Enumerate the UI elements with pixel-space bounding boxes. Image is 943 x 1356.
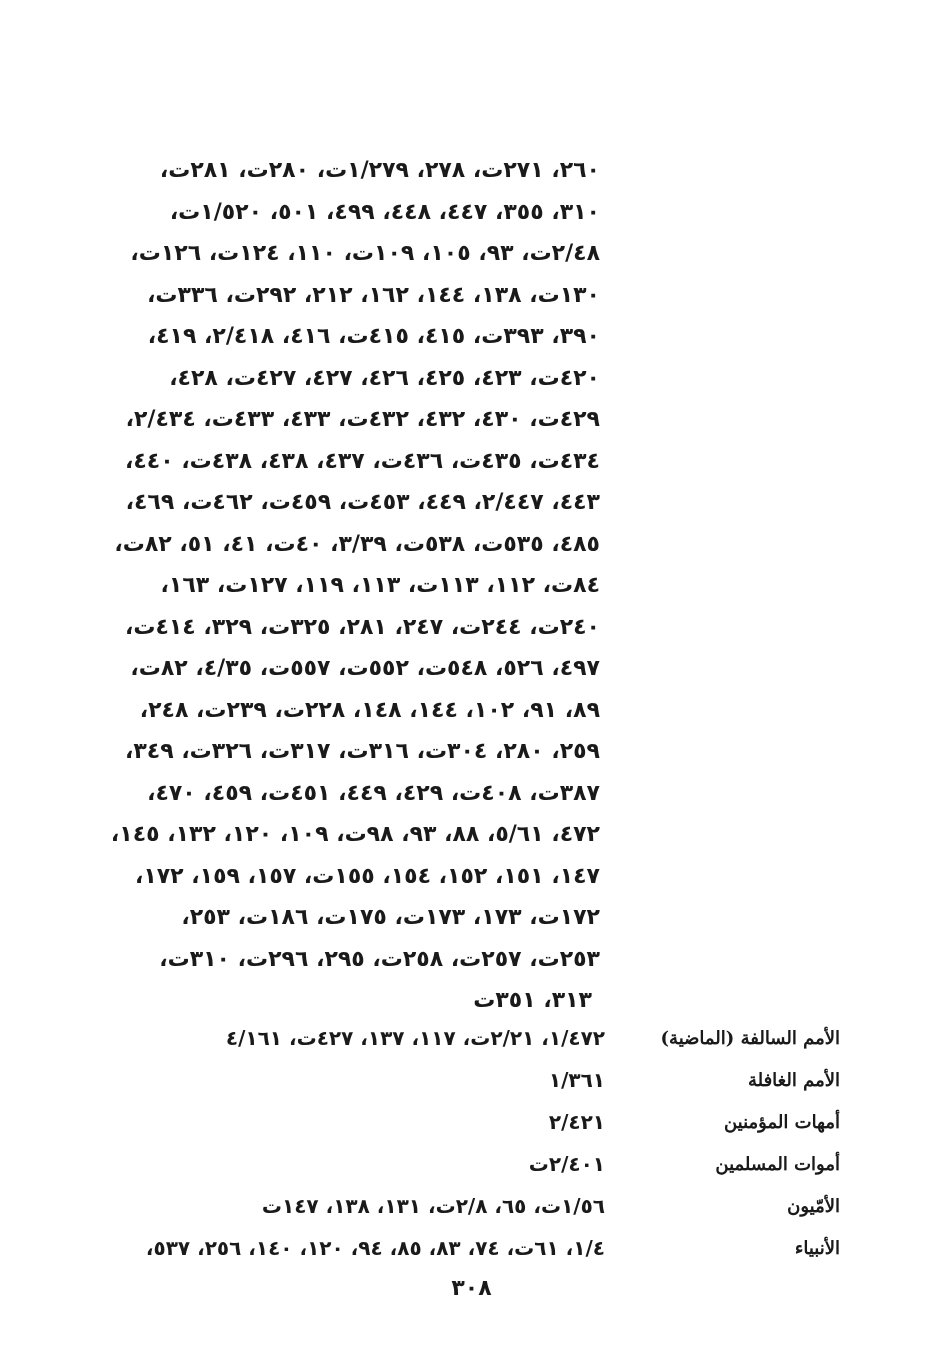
- reference-line: ٨٩، ٩١، ١٠٢، ١٤٤، ١٤٨، ٢٢٨ت، ٢٣٩ت، ٢٤٨،: [139, 697, 600, 723]
- reference-line: ١٤٧، ١٥١، ١٥٢، ١٥٤، ١٥٥ت، ١٥٧، ١٥٩، ١٧٢،: [134, 863, 600, 889]
- reference-line: ٣١٣، ٣٥١ت: [473, 988, 592, 1013]
- reference-line: ٤٨٥، ٥٣٥ت، ٥٣٨ت، ٣/٣٩، ٤٠ت، ٤١، ٥١، ٨٢ت،: [114, 531, 600, 557]
- index-entry: [120, 1106, 840, 1148]
- reference-line: ٣١٠، ٣٥٥، ٤٤٧، ٤٤٨، ٤٩٩، ٥٠١، ١/٥٢٠ت،: [169, 199, 600, 225]
- reference-line: ٣٩٠، ٣٩٣ت، ٤١٥، ٤١٥ت، ٤١٦، ٢/٤١٨، ٤١٩،: [147, 324, 600, 349]
- index-entry: [120, 1148, 840, 1190]
- reference-line: ٢٥٩، ٢٨٠، ٣٠٤ت، ٣١٦ت، ٣١٧ت، ٣٢٦ت، ٣٤٩،: [125, 739, 600, 764]
- index-term: أموات المسلمين: [715, 1154, 840, 1175]
- index-page-refs: ١/٤، ٦١ت، ٧٤، ٨٣، ٨٥، ٩٤، ١٢٠، ١٤٠، ٢٥٦، ٥٣٧،: [145, 1236, 605, 1260]
- index-page-refs: ١/٣٦١: [548, 1068, 605, 1092]
- index-entries: [120, 1022, 840, 1274]
- index-term: أمهات المؤمنين: [723, 1112, 840, 1133]
- index-entry: [120, 1022, 840, 1064]
- index-entry: [120, 1232, 840, 1274]
- index-term: الأمّيون: [787, 1196, 840, 1217]
- reference-line: ١٣٠ت، ١٣٨، ١٤٤، ١٦٢، ٢١٢، ٢٩٢ت، ٣٣٦ت،: [147, 282, 600, 308]
- reference-line: ١٧٢ت، ١٧٣، ١٧٣ت، ١٧٥ت، ١٨٦ت، ٢٥٣،: [181, 905, 600, 930]
- reference-line: ٣٨٧ت، ٤٠٨ت، ٤٢٩، ٤٤٩، ٤٥١ت، ٤٥٩، ٤٧٠،: [147, 780, 600, 806]
- reference-line: ٨٤ت، ١١٢، ١١٣ت، ١١٣، ١١٩، ١٢٧ت، ١٦٣،: [160, 573, 600, 598]
- reference-line: ٤٧٢، ٥/٦١، ٨٨، ٩٣، ٩٨ت، ١٠٩، ١٢٠، ١٣٢، ١٤٥،: [110, 822, 600, 847]
- index-page-refs: ٢/٤٠١ت: [528, 1152, 605, 1176]
- index-page-refs: ١/٥٦ت، ٦٥، ٢/٨ت، ١٣١، ١٣٨، ١٤٧ت: [261, 1194, 605, 1218]
- index-term: الأنبياء: [794, 1238, 840, 1259]
- reference-line: ٢/٤٨ت، ٩٣، ١٠٥، ١٠٩ت، ١١٠، ١٢٤ت، ١٢٦ت،: [130, 241, 600, 266]
- continued-references-block: [110, 150, 600, 1022]
- reference-line: ٢٦٠، ٢٧١ت، ٢٧٨، ١/٢٧٩ت، ٢٨٠ت، ٢٨١ت،: [159, 158, 600, 183]
- index-page-refs: ٢/٤٢١: [548, 1110, 605, 1134]
- reference-line: ٢٤٠ت، ٢٤٤ت، ٢٤٧، ٢٨١، ٣٢٥ت، ٣٢٩، ٤١٤ت،: [124, 614, 600, 640]
- reference-line: ٤٤٣، ٢/٤٤٧، ٤٤٩، ٤٥٣ت، ٤٥٩ت، ٤٦٢ت، ٤٦٩،: [125, 490, 600, 515]
- index-term: الأمم الغافلة: [747, 1070, 840, 1091]
- reference-line: ٤٣٤ت، ٤٣٥ت، ٤٣٦ت، ٤٣٧، ٤٣٨، ٤٣٨ت، ٤٤٠،: [125, 448, 600, 474]
- index-term: الأمم السالفة (الماضية): [660, 1028, 840, 1049]
- index-entry: [120, 1190, 840, 1232]
- index-page-refs: ١/٤٧٢، ٢/٢١ت، ١١٧، ١٣٧، ٤٢٧ت، ٤/١٦١: [225, 1026, 605, 1050]
- reference-line: ٤٢٩ت، ٤٣٠، ٤٣٢، ٤٣٢ت، ٤٣٣، ٤٣٣ت، ٢/٤٣٤،: [125, 407, 600, 432]
- reference-line: ٢٥٣ت، ٢٥٧ت، ٢٥٨ت، ٢٩٥، ٢٩٦ت، ٣١٠ت،: [159, 946, 600, 972]
- index-entry: [120, 1064, 840, 1106]
- reference-line: ٤٩٧، ٥٢٦، ٥٤٨ت، ٥٥٢ت، ٥٥٧ت، ٤/٣٥، ٨٢ت،: [130, 656, 600, 681]
- reference-line: ٤٢٠ت، ٤٢٣، ٤٢٥، ٤٢٦، ٤٢٧، ٤٢٧ت، ٤٢٨،: [169, 365, 600, 391]
- page-number: ٣٠٨: [451, 1276, 492, 1301]
